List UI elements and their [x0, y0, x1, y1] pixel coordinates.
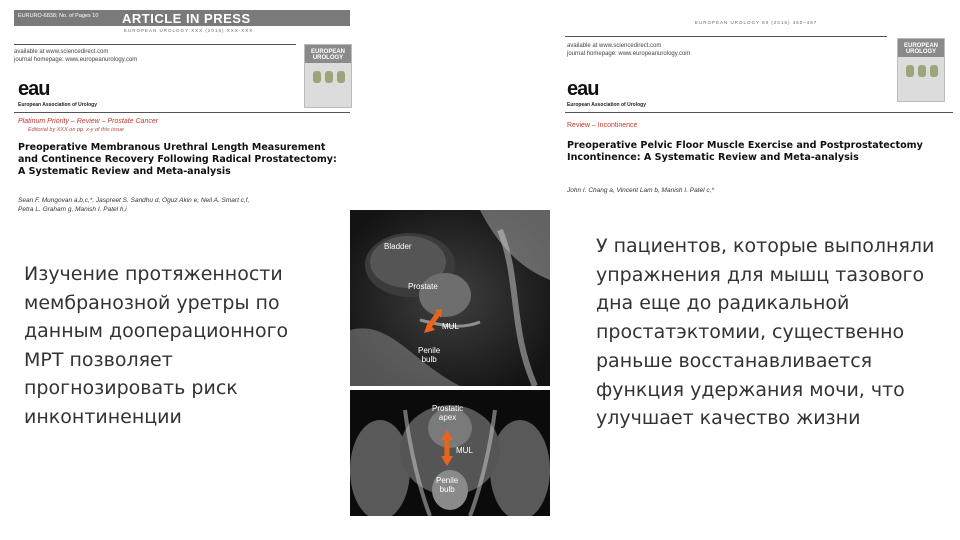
mri-sagittal-image [350, 210, 550, 386]
label-prostate: Prostate [408, 282, 438, 291]
divider [565, 112, 953, 113]
journal-cover [897, 38, 945, 102]
homepage-line: journal homepage: www.europeanurology.com [14, 57, 138, 63]
cover-title: EUROPEAN UROLOGY [903, 43, 938, 55]
article-header-2 [565, 16, 955, 206]
divider [565, 36, 887, 37]
journal-line: EUROPEAN UROLOGY XXX (2016) XXX-XXX [124, 28, 254, 33]
eau-logo-sub: European Association of Urology [18, 102, 97, 108]
journal-cover [304, 44, 352, 108]
article-meta: EURURO-6838; No. of Pages 10 [18, 13, 99, 19]
journal-line: EUROPEAN UROLOGY 69 (2016) 460–467 [695, 20, 818, 25]
divider [14, 44, 296, 45]
mri-coronal-image [350, 390, 550, 516]
eau-logo-sub: European Association of Urology [567, 102, 646, 108]
article-in-press-label: ARTICLE IN PRESS [122, 11, 251, 26]
article-title [18, 142, 354, 178]
article-in-press-banner [14, 10, 350, 26]
title-line: A Systematic Review and Meta-analysis [18, 166, 231, 177]
article-header-1 [14, 10, 354, 213]
title-line: Preoperative Membranous Urethral Length Measurement [18, 142, 326, 153]
label-prostatic-apex: Prostatic apex [432, 404, 464, 422]
label-mul: MUL [442, 322, 459, 331]
article-category: Review – Incontinence [567, 122, 638, 129]
title-line: Incontinence: A Systematic Review and Meta-analysis [567, 152, 859, 163]
title-line: Preoperative Pelvic Floor Muscle Exercise and Postprostatectomy [567, 140, 923, 151]
author-line: Petra L. Graham g, Manish I. Patel h,i [18, 206, 127, 213]
label-penile-bulb: Penile bulb [418, 346, 441, 364]
article-authors [18, 196, 354, 214]
label-mul: MUL [456, 446, 473, 455]
article-category: Platinum Priority – Review – Prostate Cancer [18, 118, 159, 125]
label-penile-bulb: Penile bulb [436, 476, 459, 494]
article-authors: John I. Chang a, Vincent Lam b, Manish I. Patel c,* [567, 187, 714, 194]
editorial-note: Editorial by XXX on pp. x-y of this issue [28, 127, 124, 133]
author-line: Sean F. Mungovan a,b,c,*, Jaspreet S. Sandhu d, Oguz Akin e, Neil A. Smart c,f, [18, 197, 250, 204]
label-bladder: Bladder [384, 242, 412, 251]
title-line: and Continence Recovery Following Radical Prostatectomy: [18, 154, 337, 165]
article-title [567, 140, 955, 164]
homepage-line: journal homepage: www.europeanurology.com [567, 51, 691, 57]
left-summary-text: Изучение протяженности мембранозной уретры по данным дооперационного МРТ позволяет прогнозировать риск инконтиненции [24, 263, 289, 428]
mri-sagittal-graphic [350, 210, 550, 386]
available-line: available at www.sciencedirect.com [14, 49, 109, 55]
available-line: available at www.sciencedirect.com [567, 43, 662, 49]
cover-title: EUROPEAN UROLOGY [310, 49, 345, 61]
eau-logo: eau [567, 78, 599, 100]
divider [14, 112, 350, 113]
eau-logo: eau [18, 78, 50, 100]
right-summary-text: У пациентов, которые выполняли упражнения для мышц тазового дна еще до радикальной простатэктомии, существенно раньше восстанавливается функция удержания мочи, что улучшает качество жизни [596, 235, 935, 430]
